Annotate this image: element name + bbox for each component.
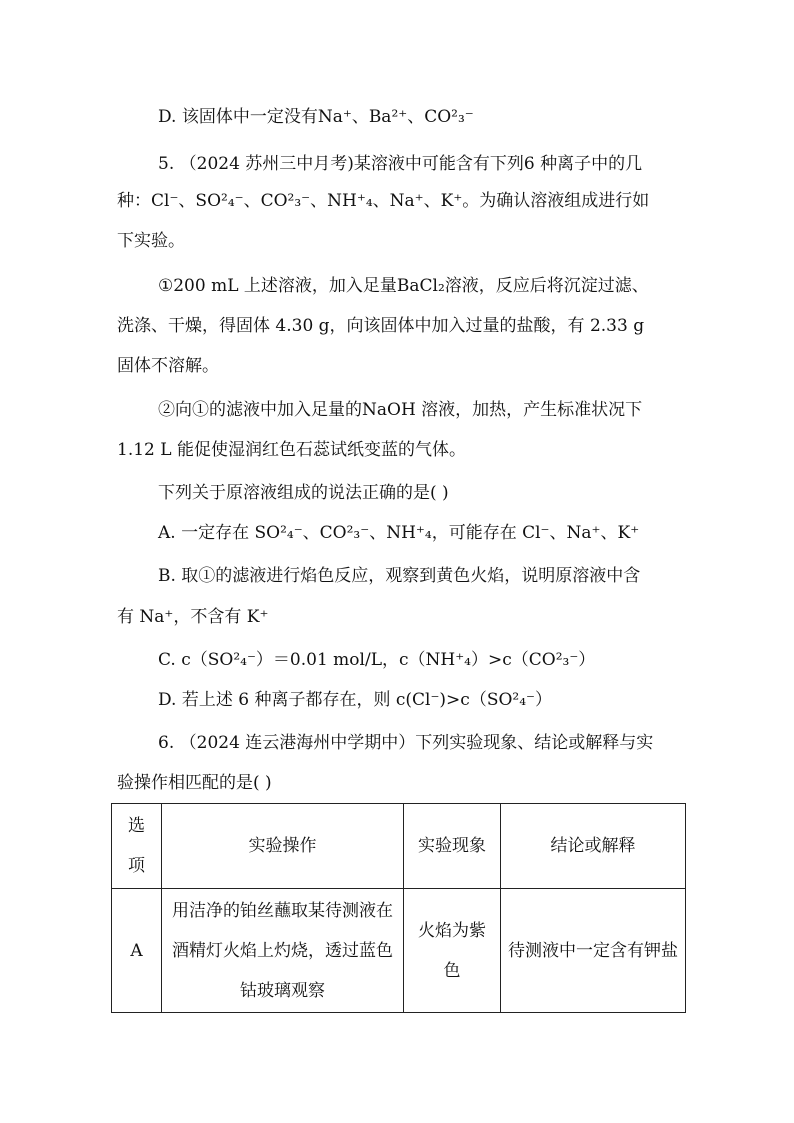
question-5-stem-line-1: 5. （2024 苏州三中月考)某溶液中可能含有下列6 种离子中的几 bbox=[158, 154, 643, 174]
header-option: 选项 bbox=[112, 804, 162, 889]
question-5-step-2-line-2: 1.12 L 能促使湿润红色石蕊试纸变蓝的气体。 bbox=[117, 440, 466, 460]
row-a-conclusion: 待测液中一定含有钾盐 bbox=[501, 889, 686, 1013]
question-5-stem-line-2: 种：Cl⁻、SO²₄⁻、CO²₃⁻、NH⁺₄、Na⁺、K⁺。为确认溶液组成进行如 bbox=[117, 191, 650, 211]
row-a-operation: 用洁净的铂丝蘸取某待测液在酒精灯火焰上灼烧，透过蓝色钴玻璃观察 bbox=[162, 889, 404, 1013]
question-5-option-a: A. 一定存在 SO²₄⁻、CO²₃⁻、NH⁺₄，可能存在 Cl⁻、Na⁺、K⁺ bbox=[158, 523, 640, 543]
question-6-stem-line-1: 6. （2024 连云港海州中学期中）下列实验现象、结论或解释与实 bbox=[158, 733, 654, 753]
header-conclusion: 结论或解释 bbox=[501, 804, 686, 889]
question-5-step-2-line-1: ②向①的滤液中加入足量的NaOH 溶液，加热，产生标准状况下 bbox=[158, 400, 643, 420]
question-5-step-1-line-2: 洗涤、干燥，得固体 4.30 g，向该固体中加入过量的盐酸，有 2.33 g bbox=[117, 316, 645, 336]
header-phenomenon: 实验现象 bbox=[404, 804, 501, 889]
question-5-option-d: D. 若上述 6 种离子都存在，则 c(Cl⁻)>c（SO²₄⁻） bbox=[158, 690, 553, 710]
question-5-option-c: C. c（SO²₄⁻）＝0.01 mol/L，c（NH⁺₄）>c（CO²₃⁻） bbox=[158, 650, 596, 670]
question-5-step-1-line-3: 固体不溶解。 bbox=[117, 356, 219, 376]
experiment-table bbox=[111, 803, 686, 1013]
header-operation: 实验操作 bbox=[162, 804, 404, 889]
question-5-stem-line-3: 下实验。 bbox=[117, 231, 185, 251]
row-a-phenomenon: 火焰为紫色 bbox=[404, 889, 501, 1013]
question-6-stem-line-2: 验操作相匹配的是( ) bbox=[117, 773, 272, 793]
question-5-prompt: 下列关于原溶液组成的说法正确的是( ) bbox=[158, 483, 449, 503]
question-5-option-b-line-1: B. 取①的滤液进行焰色反应，观察到黄色火焰，说明原溶液中含 bbox=[158, 566, 641, 586]
table-header-row bbox=[112, 804, 686, 889]
question-4-option-d: D. 该固体中一定没有Na⁺、Ba²⁺、CO²₃⁻ bbox=[158, 107, 474, 127]
table-row bbox=[112, 889, 686, 1013]
row-a-option: A bbox=[112, 889, 162, 1013]
question-5-option-b-line-2: 有 Na⁺，不含有 K⁺ bbox=[117, 607, 269, 627]
question-5-step-1-line-1: ①200 mL 上述溶液，加入足量BaCl₂溶液，反应后将沉淀过滤、 bbox=[158, 276, 649, 296]
